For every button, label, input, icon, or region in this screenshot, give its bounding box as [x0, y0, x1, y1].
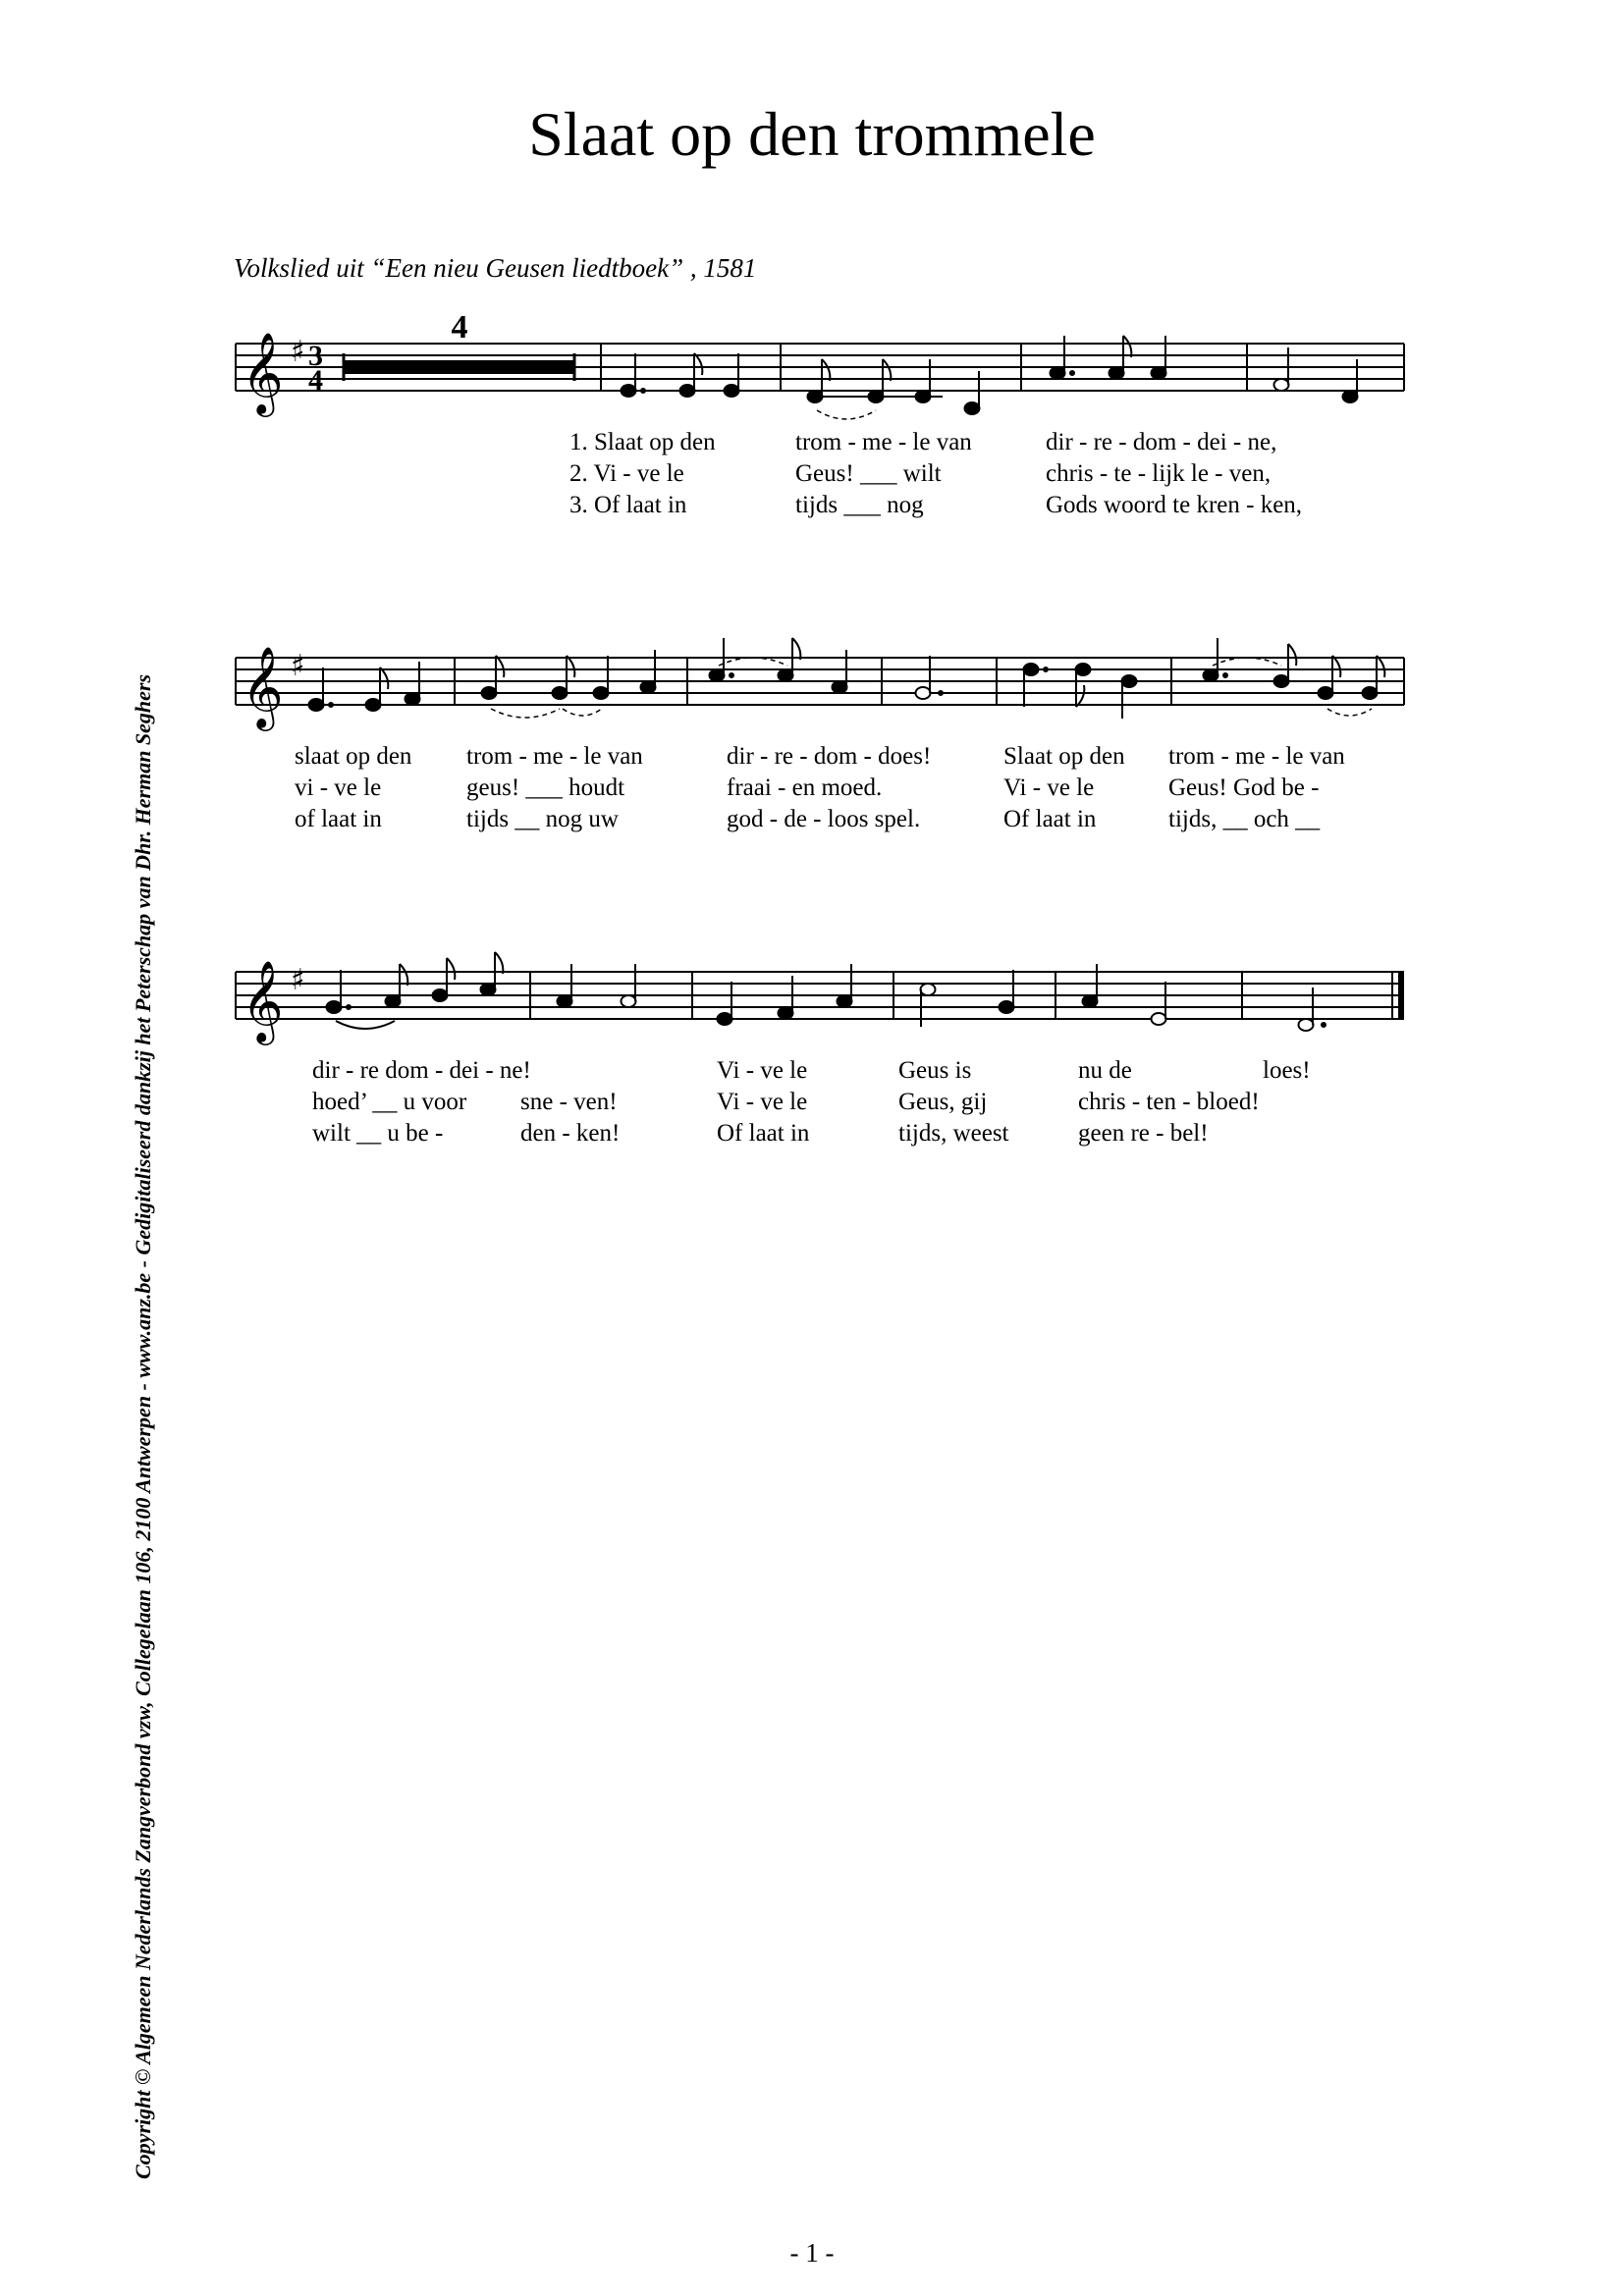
lyric: of laat in [295, 806, 382, 832]
lyric: tijds ___ nog [795, 492, 924, 518]
lyric: nu de [1078, 1057, 1132, 1084]
lyric: sne - ven! [520, 1089, 618, 1115]
svg-text:♯: ♯ [291, 335, 305, 369]
copyright-sidebar: Copyright © Algemeen Nederlands Zangverbond vzw, Collegelaan 106, 2100 Antwerpen - www.anz.be - Gedigitaliseerd dankzij het Peterschap van Dhr. Herman Seghers [131, 673, 155, 2179]
svg-text:𝄞: 𝄞 [242, 645, 284, 727]
lyric: dir - re - dom - does! [727, 743, 932, 770]
lyric: Vi - ve le [717, 1089, 808, 1115]
lyric: den - ken! [520, 1120, 621, 1147]
staff-system-3 [0, 923, 1624, 1158]
lyric: Of laat in [717, 1120, 810, 1147]
lyric: vi - ve le [295, 774, 382, 801]
lyric: fraai - en moed. [727, 774, 883, 801]
lyric: chris - te - lijk le - ven, [1046, 460, 1272, 487]
lyric: Geus is [898, 1057, 972, 1084]
song-title: Slaat op den trommele [528, 99, 1096, 169]
lyric: Of laat in [1003, 806, 1097, 832]
lyric: wilt __ u be - [312, 1120, 444, 1147]
lyric: Slaat op den [1003, 743, 1125, 770]
lyric: trom - me - le van [795, 429, 972, 455]
svg-text:♯: ♯ [291, 649, 305, 683]
lyric: chris - ten - bloed! [1078, 1089, 1260, 1115]
svg-text:4: 4 [308, 364, 323, 397]
lyric: god - de - loos spel. [727, 806, 921, 832]
lyric: Geus! God be - [1168, 774, 1320, 801]
lyric: trom - me - le van [1168, 743, 1345, 770]
lyric: Vi - ve le [1003, 774, 1095, 801]
lyric: loes! [1263, 1057, 1311, 1084]
lyric: hoed’ __ u voor [312, 1089, 467, 1115]
lyric: dir - re - dom - dei - ne, [1046, 429, 1277, 455]
lyric: dir - re dom - dei - ne! [312, 1057, 531, 1084]
page-number: - 1 - [789, 2238, 835, 2268]
svg-text:3: 3 [308, 340, 323, 372]
lyric: 2. Vi - ve le [569, 460, 684, 487]
lyric: 3. Of laat in [569, 492, 687, 518]
lyric: geen re - bel! [1078, 1120, 1209, 1147]
svg-text:𝄞: 𝄞 [242, 331, 284, 413]
source-line: Volkslied uit “Een nieu Geusen liedtboek” , 1581 [234, 253, 757, 283]
lyric: Gods woord te kren - ken, [1046, 492, 1303, 518]
lyric: geus! ___ houdt [466, 774, 625, 801]
lyric: slaat op den [295, 743, 412, 770]
svg-text:♯: ♯ [291, 963, 305, 997]
svg-text:𝄞: 𝄞 [242, 959, 284, 1041]
lyric: trom - me - le van [466, 743, 643, 770]
staff-system-2 [0, 609, 1624, 844]
lyric: tijds, weest [898, 1120, 1009, 1147]
lyric: tijds __ nog uw [466, 806, 619, 832]
multirest-count: 4 [451, 309, 468, 346]
lyric: 1. Slaat op den [569, 429, 716, 455]
lyric: Vi - ve le [717, 1057, 808, 1084]
staff-system-1 [0, 294, 1624, 530]
lyric: Geus, gij [898, 1089, 988, 1115]
lyric: Geus! ___ wilt [795, 460, 942, 487]
lyric: tijds, __ och __ [1168, 806, 1321, 832]
